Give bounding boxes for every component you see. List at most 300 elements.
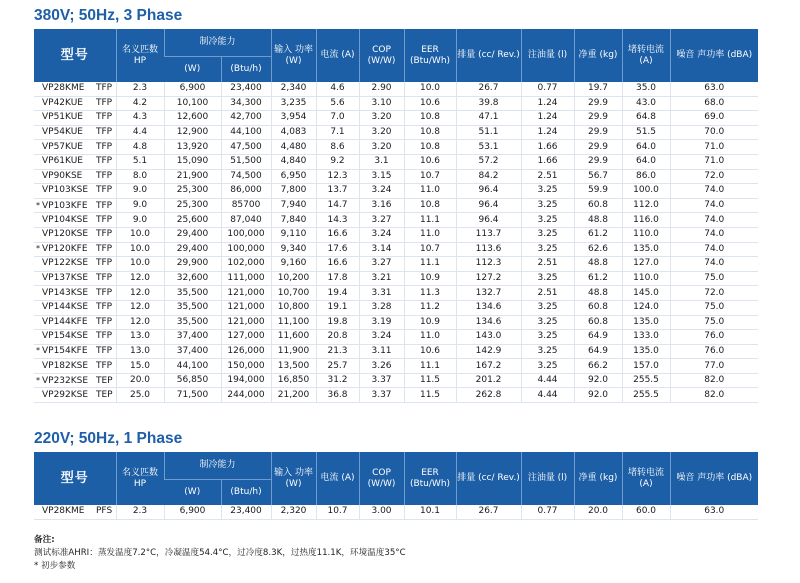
table-row — [34, 154, 758, 169]
table-cell: 47,500 — [221, 140, 271, 155]
table-cell: 2,320 — [271, 505, 316, 519]
notes-test-standard: 测试标准AHRI：蒸发温度7.2°C，冷凝温度54.4°C，过冷度8.3K，过热度11.1K，环境温度35°C — [34, 548, 406, 558]
table-cell: 143.0 — [456, 330, 521, 345]
table-cell: 57.2 — [456, 154, 521, 169]
spec-table-380v-body — [34, 82, 758, 403]
table-cell: 63.0 — [670, 82, 758, 96]
table-cell: 1.66 — [521, 140, 574, 155]
table-cell: 76.0 — [670, 344, 758, 359]
model-number: VP54KUE — [42, 127, 83, 138]
cell-model — [34, 330, 116, 345]
table-cell: 72.0 — [670, 169, 758, 184]
model-suffix: TFP — [96, 287, 113, 298]
model-suffix: TFP — [96, 156, 113, 167]
table-cell: 11.1 — [404, 257, 456, 272]
model-number: VP232KSE — [42, 375, 89, 386]
table-cell: 150,000 — [221, 359, 271, 374]
table-cell: 25.0 — [116, 388, 164, 403]
table-cell: 100,000 — [221, 242, 271, 257]
cell-model — [34, 227, 116, 242]
table-cell: 56,850 — [164, 373, 221, 388]
header-current: 电流 (A) — [316, 452, 359, 505]
header-lra: 堵转电流 (A) — [622, 29, 670, 82]
table-cell: 2.51 — [521, 286, 574, 301]
table-cell: 35,500 — [164, 315, 221, 330]
table-cell: 116.0 — [622, 213, 670, 228]
table-cell: 124.0 — [622, 300, 670, 315]
table-row — [34, 388, 758, 403]
table-cell: 3.37 — [359, 388, 404, 403]
header-capacity-btu: (Btu/h) — [221, 480, 271, 506]
table-cell: 6,900 — [164, 82, 221, 96]
cell-model — [34, 154, 116, 169]
cell-model — [34, 140, 116, 155]
model-suffix: TFP — [96, 331, 113, 342]
table-cell: 51.1 — [456, 125, 521, 140]
table-cell: 82.0 — [670, 373, 758, 388]
header-capacity-w: (W) — [164, 57, 221, 83]
table-row — [34, 315, 758, 330]
cell-model — [34, 373, 116, 388]
table-cell: 9,110 — [271, 227, 316, 242]
table-cell: 9.0 — [116, 198, 164, 213]
table-row — [34, 300, 758, 315]
table-cell: 84.2 — [456, 169, 521, 184]
notes — [34, 534, 406, 573]
table-cell: 2.51 — [521, 169, 574, 184]
table-row — [34, 257, 758, 272]
cell-model — [34, 257, 116, 272]
table-cell: 4.8 — [116, 140, 164, 155]
table-cell: 4.2 — [116, 96, 164, 111]
table-row — [34, 373, 758, 388]
header-hp: 名义匹数 HP — [116, 29, 164, 82]
table-cell: 4.44 — [521, 373, 574, 388]
table-cell: 194,000 — [221, 373, 271, 388]
table-cell: 112.0 — [622, 198, 670, 213]
header-capacity-btu: (Btu/h) — [221, 57, 271, 83]
table-cell: 12.0 — [116, 271, 164, 286]
table-cell: 16,850 — [271, 373, 316, 388]
table-cell: 10,100 — [164, 96, 221, 111]
table-cell: 11.2 — [404, 300, 456, 315]
table-cell: 35.0 — [622, 82, 670, 96]
table-cell: 15,090 — [164, 154, 221, 169]
table-cell: 3.00 — [359, 505, 404, 519]
model-number: VP28KME — [42, 83, 85, 94]
table-cell: 7.0 — [316, 111, 359, 126]
table-cell: 20.0 — [116, 373, 164, 388]
table-cell: 11.0 — [404, 227, 456, 242]
header-weight: 净重 (kg) — [574, 452, 622, 505]
table-cell: 3.26 — [359, 359, 404, 374]
table-cell: 48.8 — [574, 257, 622, 272]
cell-model — [34, 505, 116, 519]
table-cell: 5.1 — [116, 154, 164, 169]
table-cell: 36.8 — [316, 388, 359, 403]
model-suffix: TFP — [96, 360, 113, 371]
header-lra: 堵转电流 (A) — [622, 452, 670, 505]
model-number: VP144KSE — [42, 302, 89, 313]
table-cell: 16.6 — [316, 227, 359, 242]
table-cell: 3.24 — [359, 184, 404, 199]
table-cell: 11,900 — [271, 344, 316, 359]
table-row — [34, 184, 758, 199]
table-cell: 110.0 — [622, 271, 670, 286]
table-row — [34, 286, 758, 301]
cell-model — [34, 169, 116, 184]
table-cell: 134.6 — [456, 300, 521, 315]
model-number: VP103KFE — [42, 200, 88, 211]
table-cell: 121,000 — [221, 315, 271, 330]
model-suffix: TFP — [96, 229, 113, 240]
spec-table-220v — [34, 452, 758, 520]
header-hp: 名义匹数 HP — [116, 452, 164, 505]
table-cell: 74.0 — [670, 227, 758, 242]
table-cell: 2.3 — [116, 505, 164, 519]
table-cell: 110.0 — [622, 227, 670, 242]
table-cell: 3.21 — [359, 271, 404, 286]
model-suffix: TFP — [96, 273, 113, 284]
cell-model — [34, 111, 116, 126]
table-cell: 74.0 — [670, 184, 758, 199]
table-cell: 92.0 — [574, 388, 622, 403]
section-title-380v: 380V; 50Hz, 3 Phase — [34, 7, 183, 24]
table-cell: 29,900 — [164, 257, 221, 272]
table-cell: 3.20 — [359, 125, 404, 140]
table-header-row — [34, 452, 758, 480]
table-cell: 3.10 — [359, 96, 404, 111]
table-cell: 3.28 — [359, 300, 404, 315]
table-cell: 113.7 — [456, 227, 521, 242]
table-cell: 19.8 — [316, 315, 359, 330]
preliminary-marker: * — [36, 200, 40, 210]
table-cell: 25,300 — [164, 198, 221, 213]
table-cell: 75.0 — [670, 271, 758, 286]
header-capacity: 制冷能力 — [164, 29, 271, 57]
table-cell: 3.20 — [359, 111, 404, 126]
table-cell: 2.51 — [521, 257, 574, 272]
model-suffix: TFP — [96, 141, 113, 152]
table-cell: 35,500 — [164, 300, 221, 315]
model-suffix: TFP — [96, 112, 113, 123]
table-row — [34, 125, 758, 140]
table-cell: 3,954 — [271, 111, 316, 126]
table-cell: 3.25 — [521, 227, 574, 242]
table-cell: 121,000 — [221, 300, 271, 315]
table-cell: 44,100 — [164, 359, 221, 374]
header-weight: 净重 (kg) — [574, 29, 622, 82]
cell-model — [34, 125, 116, 140]
table-cell: 10.8 — [404, 140, 456, 155]
model-number: VP120KSE — [42, 229, 89, 240]
header-eer: EER (Btu/Wh) — [404, 452, 456, 505]
table-cell: 10.0 — [116, 227, 164, 242]
table-cell: 17.6 — [316, 242, 359, 257]
table-cell: 62.6 — [574, 242, 622, 257]
table-cell: 3.25 — [521, 271, 574, 286]
table-cell: 11.1 — [404, 359, 456, 374]
header-model: 型号 — [34, 452, 116, 505]
header-capacity: 制冷能力 — [164, 452, 271, 480]
table-cell: 25.7 — [316, 359, 359, 374]
table-cell: 19.1 — [316, 300, 359, 315]
table-cell: 72.0 — [670, 286, 758, 301]
table-cell: 21,900 — [164, 169, 221, 184]
model-number: VP292KSE — [42, 389, 89, 400]
table-row — [34, 242, 758, 257]
table-cell: 74.0 — [670, 213, 758, 228]
table-cell: 0.77 — [521, 505, 574, 519]
header-model: 型号 — [34, 29, 116, 82]
table-cell: 48.8 — [574, 286, 622, 301]
table-cell: 61.2 — [574, 271, 622, 286]
table-cell: 9.2 — [316, 154, 359, 169]
table-cell: 135.0 — [622, 315, 670, 330]
model-number: VP182KSE — [42, 360, 89, 371]
table-cell: 56.7 — [574, 169, 622, 184]
table-cell: 20.0 — [574, 505, 622, 519]
table-row — [34, 213, 758, 228]
table-cell: 10.6 — [404, 154, 456, 169]
table-cell: 71,500 — [164, 388, 221, 403]
table-row — [34, 96, 758, 111]
table-cell: 262.8 — [456, 388, 521, 403]
table-cell: 113.6 — [456, 242, 521, 257]
table-cell: 21.3 — [316, 344, 359, 359]
model-suffix: TFP — [96, 127, 113, 138]
table-cell: 61.2 — [574, 227, 622, 242]
table-row — [34, 169, 758, 184]
table-cell: 74.0 — [670, 257, 758, 272]
table-cell: 3.25 — [521, 213, 574, 228]
table-cell: 64.9 — [574, 344, 622, 359]
table-cell: 127.0 — [622, 257, 670, 272]
table-cell: 4,083 — [271, 125, 316, 140]
table-cell: 12.0 — [116, 286, 164, 301]
table-cell: 8.0 — [116, 169, 164, 184]
table-cell: 29,400 — [164, 227, 221, 242]
header-power: 输入 功率 (W) — [271, 29, 316, 82]
table-cell: 7,800 — [271, 184, 316, 199]
table-row — [34, 330, 758, 345]
header-capacity-w: (W) — [164, 480, 221, 506]
table-cell: 92.0 — [574, 373, 622, 388]
table-cell: 29.9 — [574, 96, 622, 111]
table-cell: 39.8 — [456, 96, 521, 111]
table-cell: 126,000 — [221, 344, 271, 359]
table-cell: 51.5 — [622, 125, 670, 140]
model-suffix: TEP — [96, 375, 113, 386]
table-cell: 71.0 — [670, 140, 758, 155]
spec-table-380v — [34, 29, 758, 403]
cell-model — [34, 242, 116, 257]
table-cell: 37,400 — [164, 344, 221, 359]
table-cell: 11.3 — [404, 286, 456, 301]
table-cell: 13,920 — [164, 140, 221, 155]
table-cell: 100.0 — [622, 184, 670, 199]
table-cell: 9.0 — [116, 213, 164, 228]
table-cell: 3.25 — [521, 300, 574, 315]
model-number: VP154KSE — [42, 331, 89, 342]
table-cell: 111,000 — [221, 271, 271, 286]
table-cell: 8.6 — [316, 140, 359, 155]
table-cell: 31.2 — [316, 373, 359, 388]
table-row — [34, 198, 758, 213]
table-cell: 142.9 — [456, 344, 521, 359]
table-cell: 11.5 — [404, 388, 456, 403]
table-cell: 3.25 — [521, 242, 574, 257]
table-cell: 132.7 — [456, 286, 521, 301]
header-displacement: 排量 (cc/ Rev.) — [456, 452, 521, 505]
table-cell: 60.8 — [574, 315, 622, 330]
table-row — [34, 227, 758, 242]
model-number: VP42KUE — [42, 97, 83, 108]
table-cell: 12,600 — [164, 111, 221, 126]
table-cell: 145.0 — [622, 286, 670, 301]
table-cell: 10.6 — [404, 344, 456, 359]
table-cell: 11,600 — [271, 330, 316, 345]
table-cell: 35,500 — [164, 286, 221, 301]
table-cell: 9,160 — [271, 257, 316, 272]
model-number: VP28KME — [42, 506, 85, 517]
table-cell: 3,235 — [271, 96, 316, 111]
table-cell: 11,100 — [271, 315, 316, 330]
table-cell: 12,900 — [164, 125, 221, 140]
model-number: VP143KSE — [42, 287, 89, 298]
table-cell: 1.24 — [521, 125, 574, 140]
table-cell: 29.9 — [574, 140, 622, 155]
table-cell: 2,340 — [271, 82, 316, 96]
cell-model — [34, 213, 116, 228]
table-cell: 255.5 — [622, 388, 670, 403]
cell-model — [34, 184, 116, 199]
model-suffix: TFP — [96, 97, 113, 108]
table-cell: 25,300 — [164, 184, 221, 199]
table-cell: 3.19 — [359, 315, 404, 330]
table-cell: 244,000 — [221, 388, 271, 403]
table-cell: 13.7 — [316, 184, 359, 199]
table-header-row — [34, 29, 758, 57]
table-cell: 1.24 — [521, 111, 574, 126]
table-cell: 10,200 — [271, 271, 316, 286]
table-cell: 12.0 — [116, 315, 164, 330]
table-cell: 29.9 — [574, 111, 622, 126]
table-cell: 3.25 — [521, 344, 574, 359]
cell-model — [34, 271, 116, 286]
table-cell: 64.0 — [622, 140, 670, 155]
table-cell: 37,400 — [164, 330, 221, 345]
table-cell: 255.5 — [622, 373, 670, 388]
table-cell: 86,000 — [221, 184, 271, 199]
header-eer: EER (Btu/Wh) — [404, 29, 456, 82]
table-row — [34, 271, 758, 286]
table-cell: 4.3 — [116, 111, 164, 126]
table-cell: 66.2 — [574, 359, 622, 374]
table-cell: 1.24 — [521, 96, 574, 111]
cell-model — [34, 388, 116, 403]
table-cell: 11.5 — [404, 373, 456, 388]
table-cell: 60.8 — [574, 300, 622, 315]
table-row — [34, 82, 758, 96]
table-cell: 10.0 — [116, 257, 164, 272]
table-cell: 10.9 — [404, 315, 456, 330]
table-cell: 9,340 — [271, 242, 316, 257]
table-cell: 7,840 — [271, 213, 316, 228]
table-cell: 96.4 — [456, 198, 521, 213]
table-cell: 135.0 — [622, 344, 670, 359]
table-cell: 87,040 — [221, 213, 271, 228]
preliminary-marker: * — [36, 244, 40, 254]
table-cell: 3.15 — [359, 169, 404, 184]
table-cell: 3.25 — [521, 184, 574, 199]
table-cell: 10.7 — [404, 169, 456, 184]
table-cell: 70.0 — [670, 125, 758, 140]
model-suffix: PFS — [96, 506, 113, 517]
table-cell: 76.0 — [670, 330, 758, 345]
table-cell: 4,840 — [271, 154, 316, 169]
table-row — [34, 359, 758, 374]
table-cell: 23,400 — [221, 505, 271, 519]
cell-model — [34, 96, 116, 111]
table-cell: 3.31 — [359, 286, 404, 301]
cell-model — [34, 315, 116, 330]
section-title-220v: 220V; 50Hz, 1 Phase — [34, 430, 183, 447]
table-cell: 32,600 — [164, 271, 221, 286]
header-cop: COP (W/W) — [359, 452, 404, 505]
header-current: 电流 (A) — [316, 29, 359, 82]
header-noise: 噪音 声功率 (dBA) — [670, 452, 758, 505]
table-cell: 12.0 — [116, 300, 164, 315]
table-cell: 13,500 — [271, 359, 316, 374]
model-suffix: TFP — [96, 170, 113, 181]
table-cell: 60.8 — [574, 198, 622, 213]
table-cell: 75.0 — [670, 315, 758, 330]
table-cell: 11.0 — [404, 330, 456, 345]
table-cell: 43.0 — [622, 96, 670, 111]
header-cop: COP (W/W) — [359, 29, 404, 82]
table-cell: 100,000 — [221, 227, 271, 242]
table-cell: 21,200 — [271, 388, 316, 403]
model-number: VP90KSE — [42, 170, 83, 181]
model-number: VP103KSE — [42, 185, 89, 196]
cell-model — [34, 359, 116, 374]
table-cell: 3.27 — [359, 257, 404, 272]
table-cell: 2.3 — [116, 82, 164, 96]
table-cell: 5.6 — [316, 96, 359, 111]
table-cell: 10.0 — [116, 242, 164, 257]
table-cell: 29.9 — [574, 125, 622, 140]
table-cell: 48.8 — [574, 213, 622, 228]
table-row — [34, 505, 758, 519]
table-cell: 1.66 — [521, 154, 574, 169]
table-cell: 82.0 — [670, 388, 758, 403]
table-cell: 10.0 — [404, 82, 456, 96]
table-cell: 26.7 — [456, 82, 521, 96]
model-suffix: TFP — [96, 83, 113, 94]
table-cell: 133.0 — [622, 330, 670, 345]
model-number: VP61KUE — [42, 156, 83, 167]
model-number: VP51KUE — [42, 112, 83, 123]
table-cell: 201.2 — [456, 373, 521, 388]
header-power: 输入 功率 (W) — [271, 452, 316, 505]
model-suffix: TFP — [96, 244, 113, 255]
model-suffix: TFP — [96, 200, 113, 211]
table-cell: 14.3 — [316, 213, 359, 228]
table-cell: 14.7 — [316, 198, 359, 213]
model-suffix: TFP — [96, 316, 113, 327]
table-cell: 64.8 — [622, 111, 670, 126]
